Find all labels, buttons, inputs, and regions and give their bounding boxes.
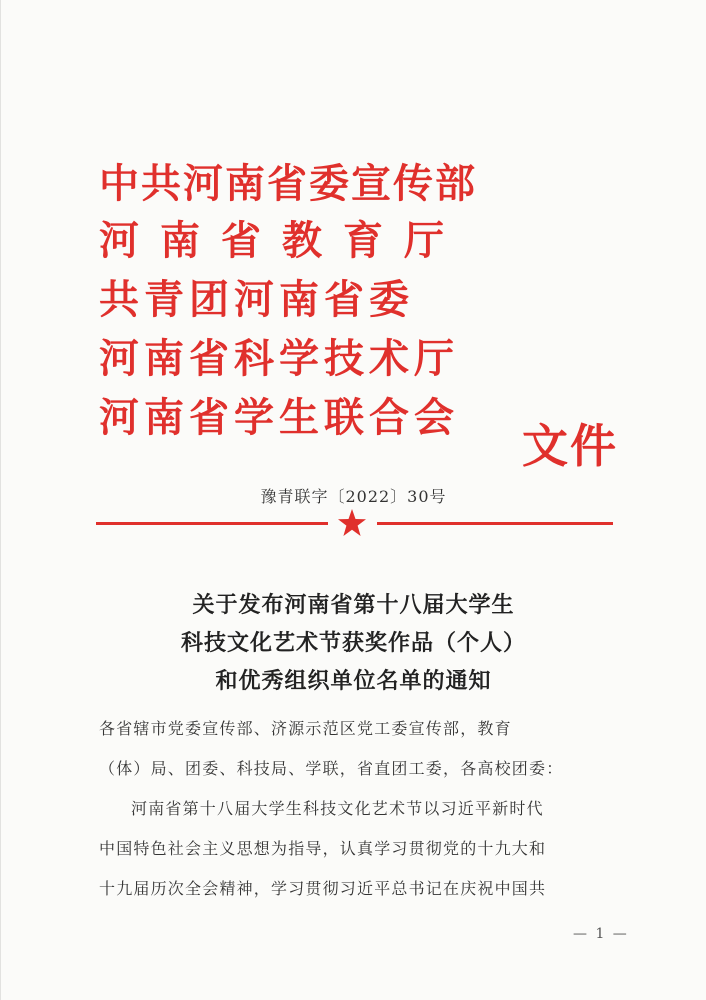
- red-rule-right: [377, 522, 613, 525]
- issuer-youth-league: 共青团河南省委: [99, 277, 414, 323]
- body-line-2: （体）局、团委、科技局、学联，省直团工委，各高校团委：: [99, 759, 564, 778]
- star-icon: [337, 508, 367, 538]
- body-line-5: 十九届历次全会精神，学习贯彻习近平总书记在庆祝中国共: [99, 879, 547, 898]
- body-line-3: 河南省第十八届大学生科技文化艺术节以习近平新时代: [131, 799, 544, 818]
- notice-title-line-3: 和优秀组织单位名单的通知: [215, 669, 492, 694]
- document-number: 豫青联字〔2022〕30号: [260, 487, 447, 506]
- red-rule-left: [96, 522, 328, 525]
- issuer-science-dept: 河南省科学技术厅: [99, 336, 459, 382]
- notice-title-line-2: 科技文化艺术节获奖作品（个人）: [180, 631, 526, 656]
- issuer-student-federation: 河南省学生联合会: [99, 395, 459, 441]
- body-line-4: 中国特色社会主义思想为指导，认真学习贯彻党的十九大和: [99, 839, 547, 858]
- body-line-1: 各省辖市党委宣传部、济源示范区党工委宣传部，教育: [99, 719, 512, 738]
- page-number: — 1 —: [573, 926, 629, 942]
- notice-title-line-1: 关于发布河南省第十八届大学生: [192, 593, 515, 618]
- issuer-education-dept: 河南省教育厅: [99, 218, 465, 264]
- document-suffix: 文件: [522, 419, 618, 473]
- issuer-propaganda-dept: 中共河南省委宣传部: [99, 161, 477, 207]
